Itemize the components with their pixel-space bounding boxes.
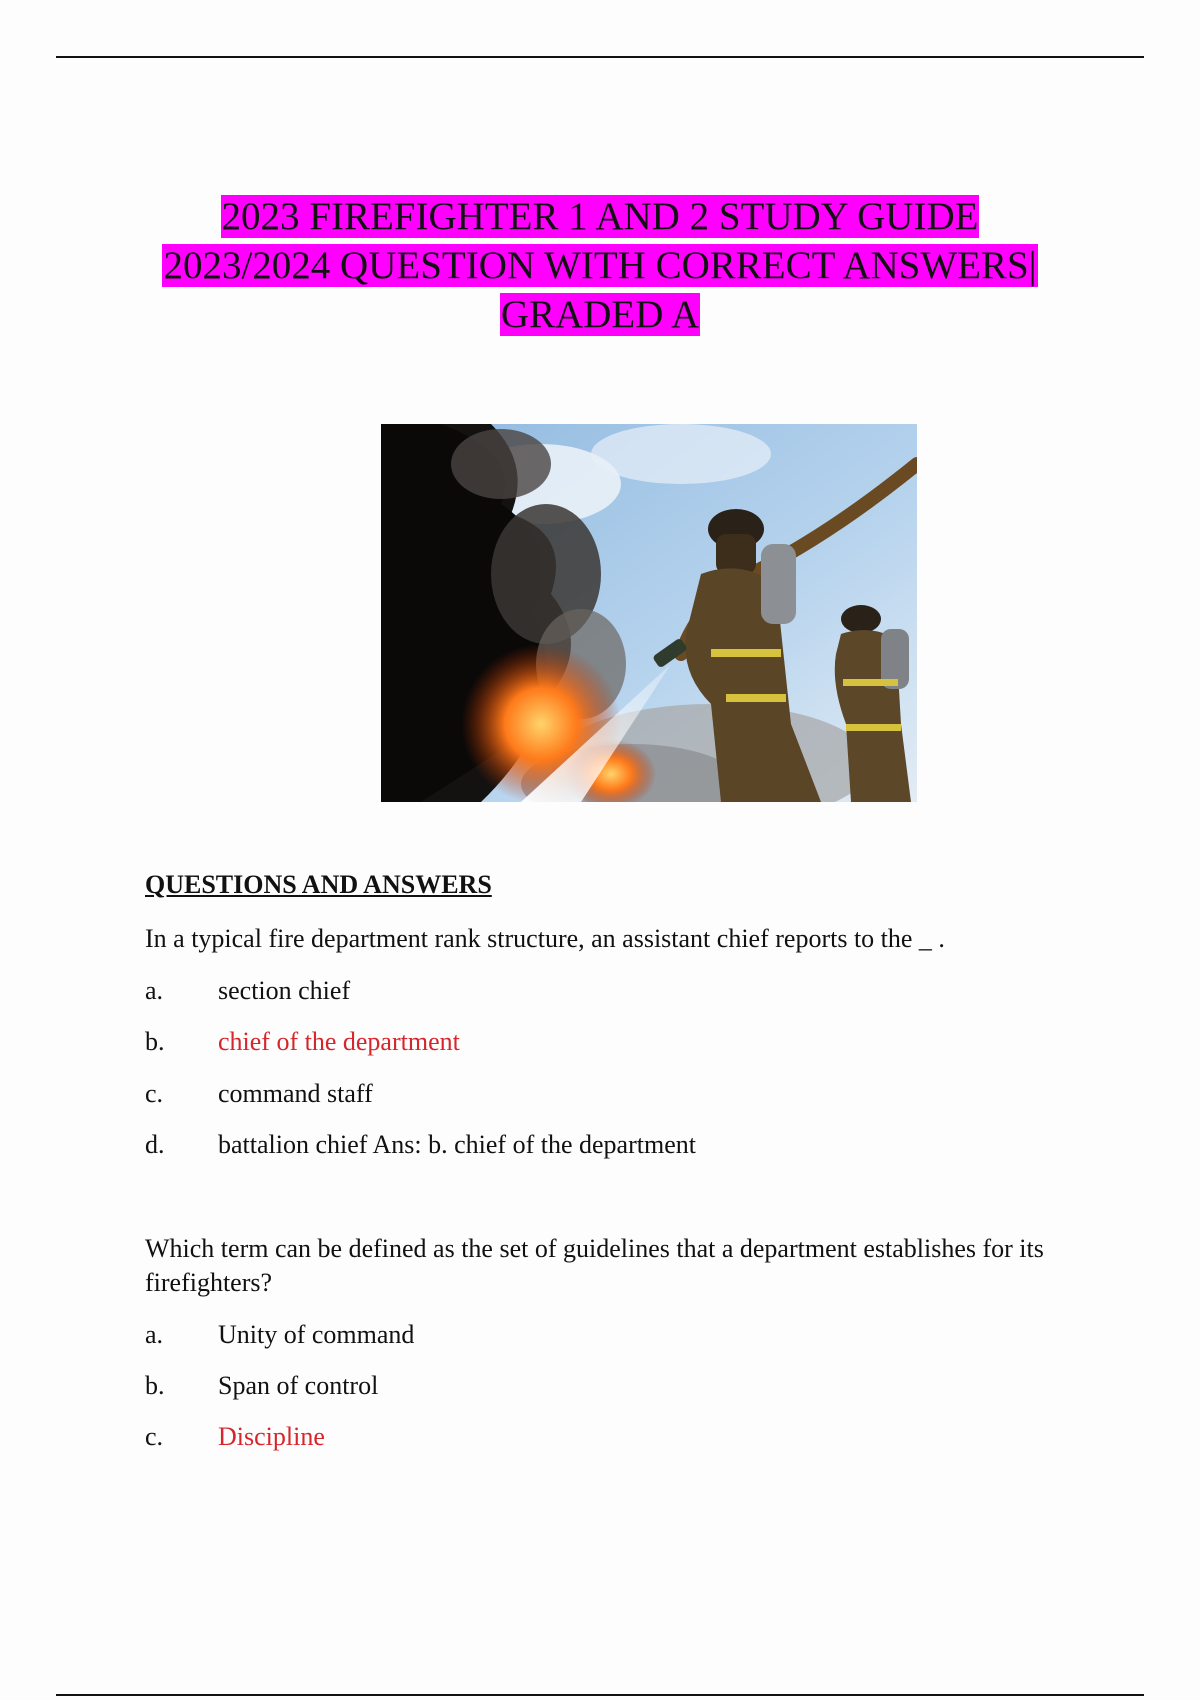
question-1-option-b (145, 1025, 460, 1059)
question-2-option-c (145, 1420, 325, 1454)
option-letter: a. (145, 976, 164, 1005)
title-line-2: 2023/2024 QUESTION WITH CORRECT ANSWERS| (163, 244, 1037, 287)
question-2-option-a (145, 1318, 414, 1352)
question-1-option-a (145, 974, 350, 1008)
option-letter: a. (145, 1320, 164, 1349)
question-1-option-d (145, 1128, 696, 1162)
option-text: Unity of command (218, 1320, 415, 1349)
top-rule (56, 56, 1144, 58)
question-1-text: In a typical fire department rank structure, an assistant chief reports to the _ . (145, 924, 945, 953)
option-text: Span of control (218, 1371, 379, 1400)
option-text: command staff (218, 1079, 373, 1108)
firefighters-photo (381, 424, 917, 802)
option-letter: c. (145, 1079, 164, 1108)
question-2-option-b (145, 1369, 378, 1403)
title-line-3: GRADED A (500, 293, 700, 336)
option-text: battalion chief Ans: b. chief of the department (218, 1130, 696, 1159)
option-letter: b. (145, 1027, 165, 1056)
correct-answer-text: chief of the department (218, 1027, 460, 1056)
section-heading: QUESTIONS AND ANSWERS (145, 870, 492, 899)
question-2-text: Which term can be defined as the set of guidelines that a department establishes for its firefighters? (145, 1234, 1044, 1297)
bottom-rule (56, 1694, 1144, 1696)
document-title (100, 192, 1100, 339)
correct-answer-text: Discipline (218, 1422, 325, 1451)
option-text: section chief (218, 976, 351, 1005)
option-letter: c. (145, 1422, 164, 1451)
question-1-option-c (145, 1077, 373, 1111)
option-letter: b. (145, 1371, 165, 1400)
title-line-1: 2023 FIREFIGHTER 1 AND 2 STUDY GUIDE (221, 195, 979, 238)
option-letter: d. (145, 1130, 165, 1159)
